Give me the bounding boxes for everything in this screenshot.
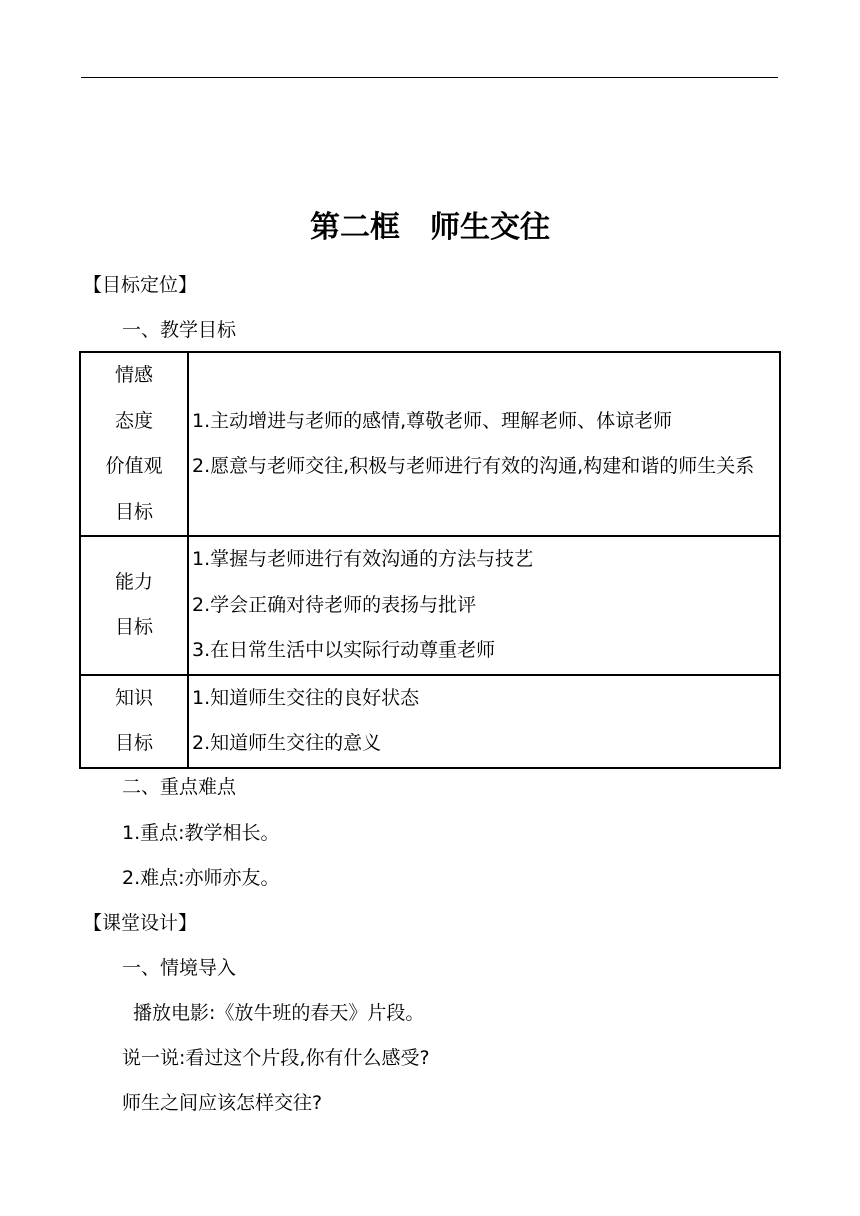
row-label-line: 目标 bbox=[114, 732, 153, 754]
goal-item: 2.知道师生交往的意义 bbox=[192, 732, 382, 754]
row-label-line: 目标 bbox=[114, 616, 153, 639]
table-row bbox=[80, 675, 780, 768]
subheading-intro: 一、情境导入 bbox=[122, 957, 237, 979]
key-point-item: 1.重点:教学相长。 bbox=[122, 822, 280, 844]
intro-line: 播放电影:《放牛班的春天》片段。 bbox=[133, 1002, 425, 1024]
section-heading-goal: 【目标定位】 bbox=[83, 274, 198, 296]
row-label-line: 能力 bbox=[114, 570, 153, 593]
key-point-item: 2.难点:亦师亦友。 bbox=[122, 867, 280, 889]
row-label-line: 知识 bbox=[114, 686, 153, 709]
goal-item: 1.知道师生交往的良好状态 bbox=[192, 686, 420, 709]
row-label-knowledge bbox=[80, 675, 188, 768]
goal-item: 2.愿意与老师交往,积极与老师进行有效的沟通,构建和谐的师生关系 bbox=[192, 455, 755, 477]
section-heading-design: 【课堂设计】 bbox=[83, 912, 198, 934]
table-row bbox=[80, 536, 780, 675]
row-content-knowledge bbox=[188, 675, 780, 768]
subheading-teaching-goals: 一、教学目标 bbox=[122, 319, 237, 341]
row-label-emotion bbox=[80, 352, 188, 536]
goal-item: 3.在日常生活中以实际行动尊重老师 bbox=[192, 639, 496, 661]
row-content-emotion bbox=[188, 352, 780, 536]
intro-line: 师生之间应该怎样交往? bbox=[122, 1092, 323, 1114]
goal-item: 2.学会正确对待老师的表扬与批评 bbox=[192, 593, 477, 616]
page-title: 第二框 师生交往 bbox=[310, 210, 550, 245]
goals-table bbox=[79, 351, 781, 769]
goal-item: 1.主动增进与老师的感情,尊敬老师、理解老师、体谅老师 bbox=[192, 409, 673, 432]
row-label-line: 情感 bbox=[114, 364, 153, 386]
goal-item: 1.掌握与老师进行有效沟通的方法与技艺 bbox=[192, 548, 534, 570]
table-row bbox=[80, 352, 780, 536]
subheading-key-points: 二、重点难点 bbox=[122, 776, 237, 798]
row-content-ability bbox=[188, 536, 780, 675]
row-label-ability bbox=[80, 536, 188, 675]
header-rule bbox=[81, 77, 778, 78]
intro-line: 说一说:看过这个片段,你有什么感受? bbox=[122, 1047, 430, 1069]
row-label-line: 价值观 bbox=[105, 455, 163, 477]
row-label-line: 目标 bbox=[114, 500, 153, 523]
row-label-line: 态度 bbox=[114, 409, 153, 432]
